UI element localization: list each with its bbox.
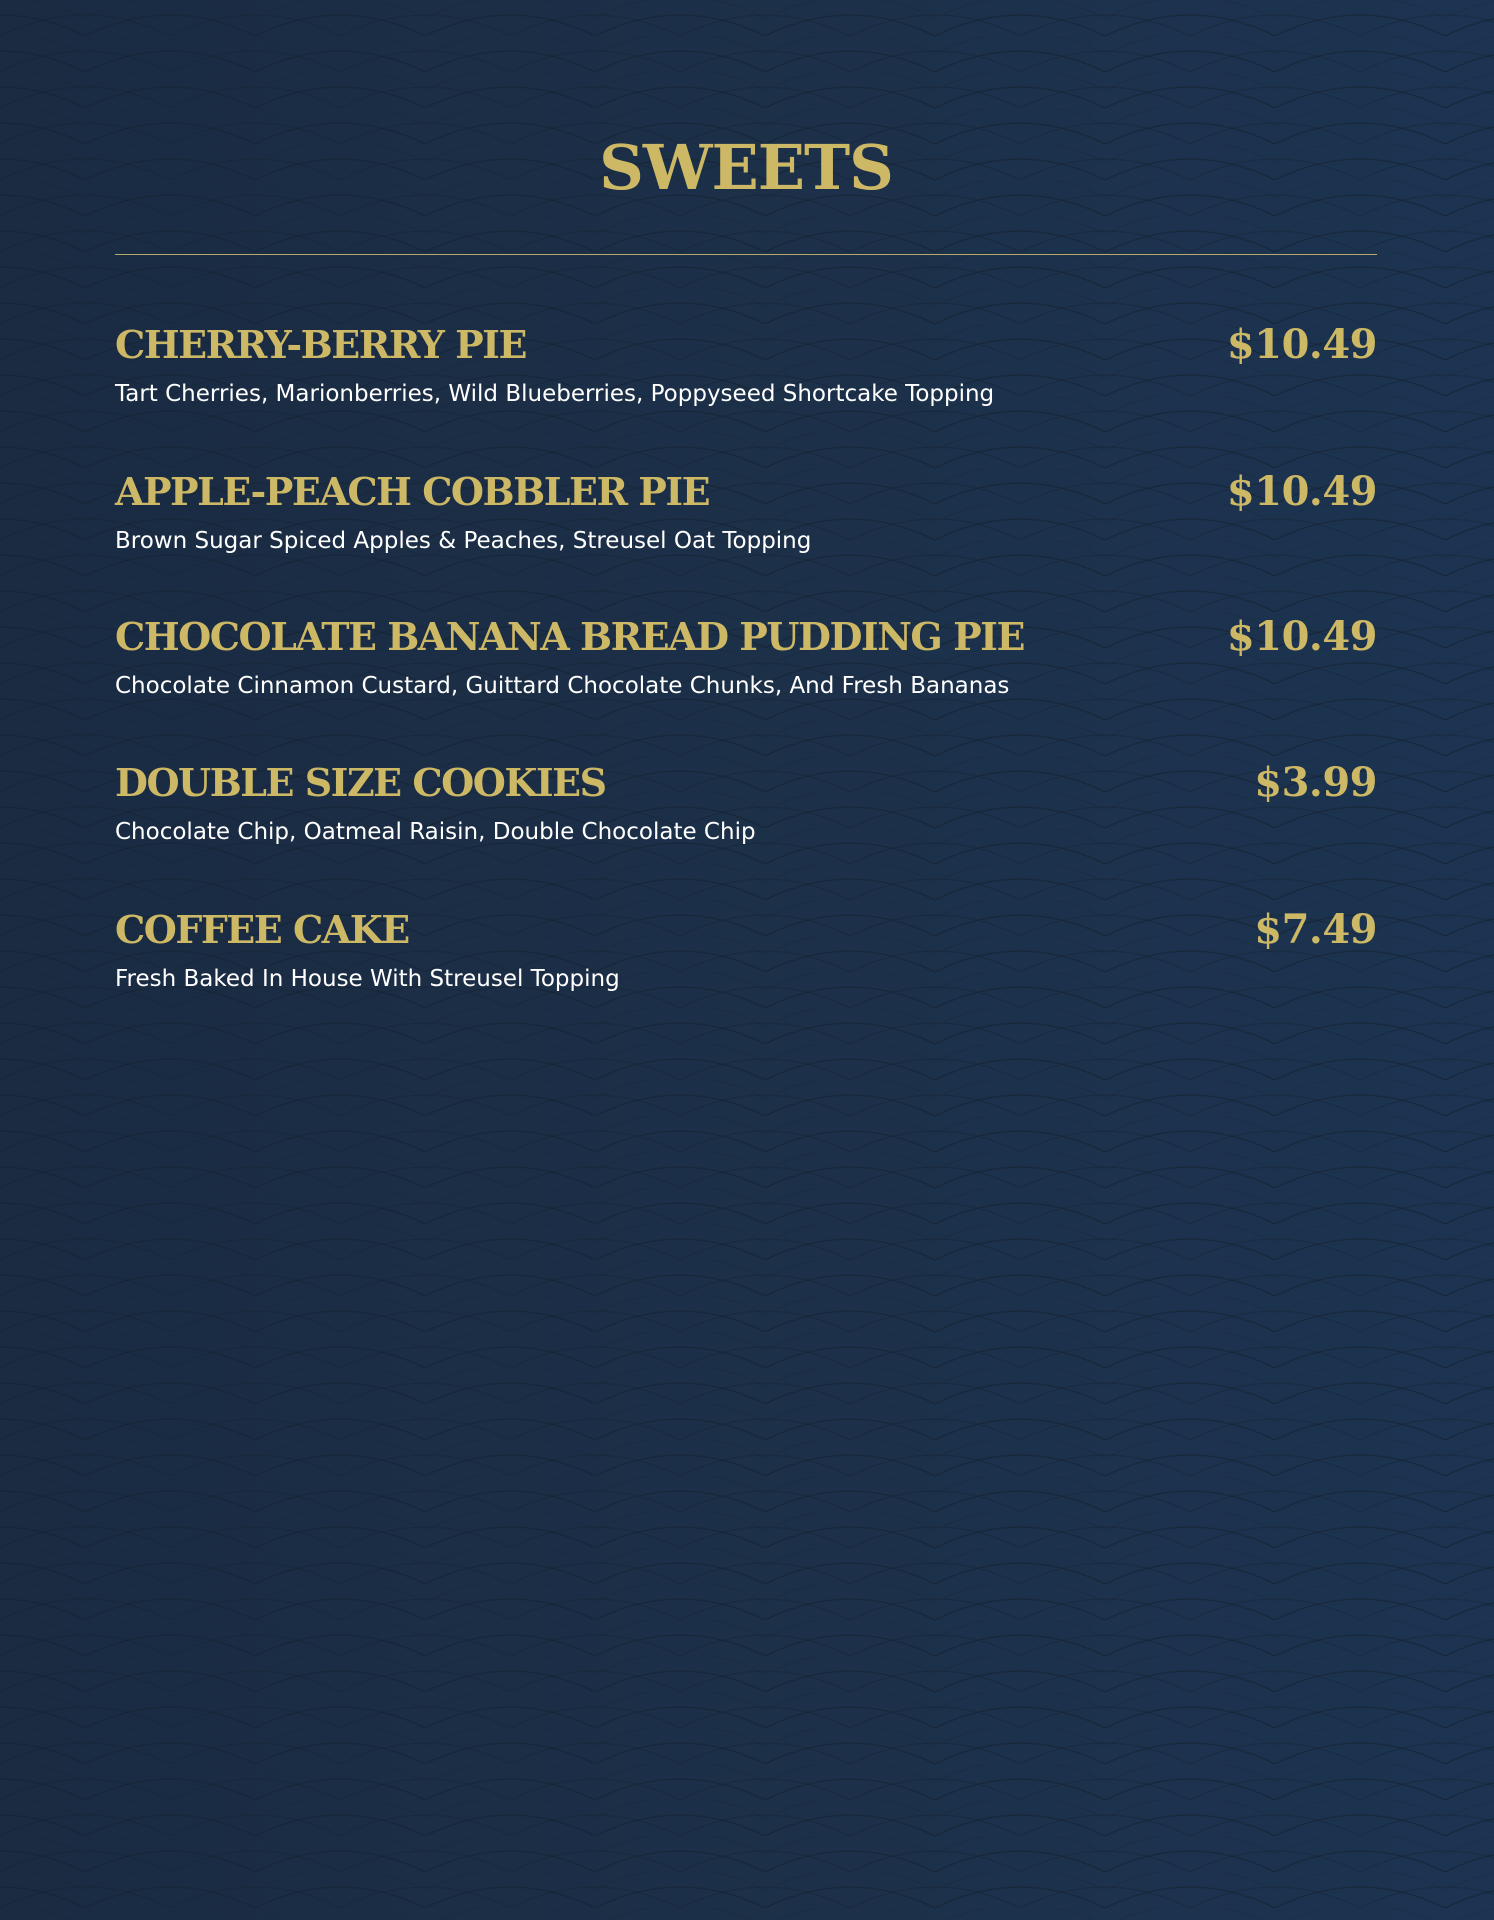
menu-item-price: $10.49 — [1226, 613, 1377, 660]
menu-item-name: CHOCOLATE BANANA BREAD PUDDING PIE — [115, 614, 1024, 659]
menu-item-name: CHERRY-BERRY PIE — [115, 322, 526, 367]
menu-item — [115, 905, 1377, 1015]
menu-item-description: Chocolate Cinnamon Custard, Guittard Chocolate Chunks, And Fresh Bananas — [115, 673, 1010, 699]
menu-item — [115, 612, 1377, 722]
title-divider — [115, 254, 1377, 255]
menu-item — [115, 320, 1377, 430]
menu-item-price: $7.49 — [1254, 906, 1377, 953]
menu-section-title: SWEETS — [599, 131, 893, 204]
menu-item-name: DOUBLE SIZE COOKIES — [115, 760, 606, 805]
menu-item-description: Brown Sugar Spiced Apples & Peaches, Streusel Oat Topping — [115, 528, 812, 554]
menu-item-price: $3.99 — [1254, 759, 1377, 806]
menu-item-description: Fresh Baked In House With Streusel Topping — [115, 966, 620, 992]
menu-item-description: Chocolate Chip, Oatmeal Raisin, Double Chocolate Chip — [115, 819, 756, 845]
menu-item-name: APPLE-PEACH COBBLER PIE — [115, 469, 710, 514]
menu-item — [115, 467, 1377, 577]
menu-item-price: $10.49 — [1226, 321, 1377, 368]
menu-item — [115, 758, 1377, 868]
menu-item-name: COFFEE CAKE — [115, 907, 409, 952]
menu-item-price: $10.49 — [1226, 468, 1377, 515]
menu-item-description: Tart Cherries, Marionberries, Wild Blueberries, Poppyseed Shortcake Topping — [115, 381, 995, 407]
